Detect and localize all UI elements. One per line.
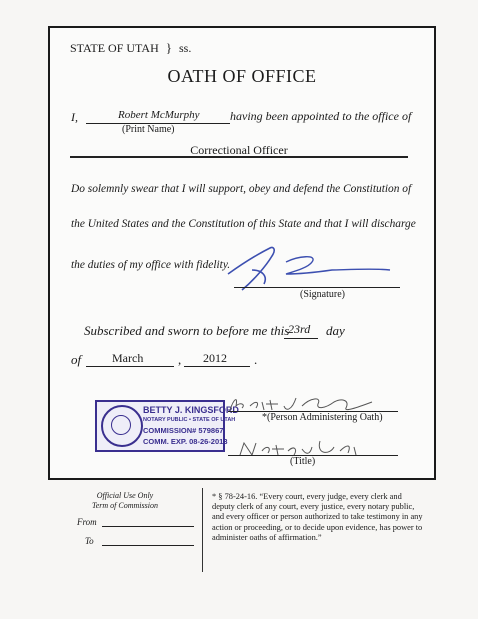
day-line (284, 338, 318, 339)
state-label: STATE OF UTAH (70, 41, 159, 55)
from-label: From (77, 517, 97, 527)
print-name-caption: (Print Name) (122, 124, 175, 135)
state-header (70, 40, 191, 56)
date-period: . (254, 352, 258, 367)
statute-footnote: * § 78-24-16. “Every court, every judge, every clerk and deputy clerk of any court, every justice, every notary public, and every officer or person authorized to take testimony in any action or proceeding, or to decide upon evidence, has power to administer oaths of affirmation.” (212, 492, 423, 542)
of-word: of (71, 352, 82, 367)
day-value: 23rd (288, 322, 311, 336)
to-label: To (85, 536, 94, 546)
date-comma: , (178, 352, 182, 367)
stamp-name: BETTY J. KINGSFORD (143, 405, 239, 415)
month-line (86, 366, 174, 367)
official-use-heading: Official Use Only (96, 491, 154, 500)
office-value: Correctional Officer (190, 143, 288, 157)
oath-line-2: the United States and the Constitution of this State and that I will discharge (71, 218, 416, 230)
title-caption: (Title) (290, 456, 316, 467)
appointment-suffix: having been appointed to the office of (230, 109, 412, 123)
to-line (102, 545, 194, 546)
oath-line-3: the duties of my office with fidelity. (71, 259, 231, 271)
year-line (184, 366, 250, 367)
office-line (70, 156, 408, 158)
signature-line (234, 287, 400, 288)
print-name-value: Robert McMurphy (118, 109, 200, 121)
sworn-text: Subscribed and sworn to before me this (84, 323, 290, 338)
year-value: 2012 (203, 351, 227, 365)
bottom-divider (202, 488, 203, 572)
stamp-commission: COMMISSION# 579867 (143, 426, 224, 435)
from-line (102, 526, 194, 527)
state-seal-icon (101, 405, 143, 447)
stamp-expiration: COMM. EXP. 08-26-2013 (143, 437, 228, 446)
oath-line-1: Do solemnly swear that I will support, obey and defend the Constitution of (71, 183, 412, 195)
notary-stamp (95, 400, 239, 452)
ss-label: ss. (179, 41, 192, 55)
page-title: OATH OF OFFICE (167, 66, 317, 86)
month-value: March (112, 351, 144, 365)
signature-caption: (Signature) (300, 289, 345, 300)
day-word: day (326, 323, 345, 338)
brace-glyph: } (165, 40, 172, 55)
i-prefix: I, (71, 110, 78, 124)
stamp-line-2: NOTARY PUBLIC • STATE OF UTAH (143, 417, 236, 423)
administering-caption: *(Person Administering Oath) (262, 412, 383, 423)
term-heading: Term of Commission (92, 501, 158, 510)
